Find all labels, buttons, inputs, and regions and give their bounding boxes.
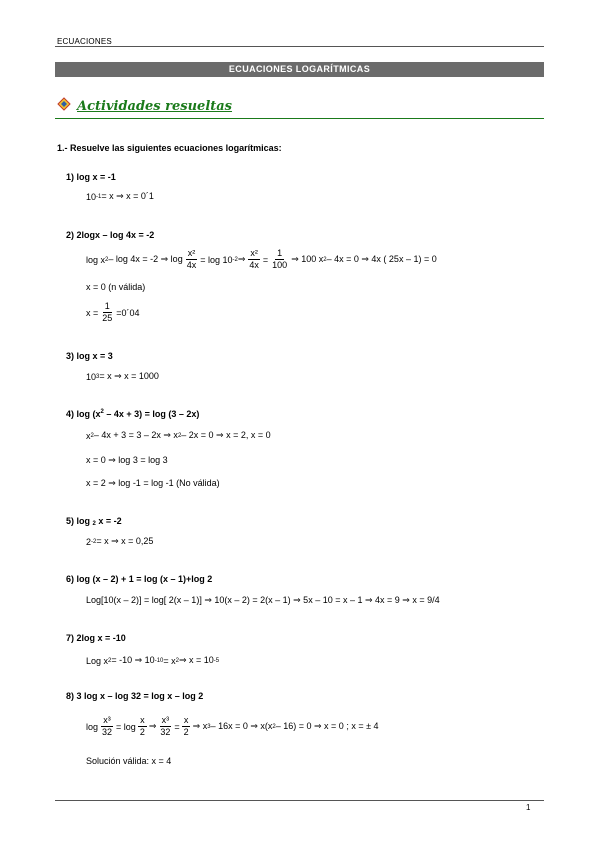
fraction: $\frac{\text{x³}}{32}$: [102, 715, 113, 737]
exercise-8-step-2: Solución válida: x = 4: [86, 756, 172, 766]
page-title-banner: ECUACIONES LOGARÍTMICAS: [55, 62, 544, 77]
exercise-5-title: 5) log $_2$ x = -2: [66, 516, 122, 527]
section-title: Actividades resueltas: [77, 99, 233, 114]
exercise-4-title: 4) $\log (x^2 - 4x + 3) = \log (3 - 2x)$: [66, 409, 200, 419]
exercise-2-step-3: x = $\frac{1}{25}$ =0´04: [86, 301, 140, 323]
footer-rule: [55, 800, 544, 801]
exercise-4-step-3: x = 2 ⇒ log -1 = log -1 (No válida): [86, 478, 220, 488]
fraction: $\frac{\text{x³}}{32}$: [160, 715, 171, 737]
fraction: $\frac{\text{x²}}{4x}$: [249, 248, 259, 270]
exercise-4-step-1: x 2 – 4x + 3 = 3 – 2x ⇒ x 2 – 2x = 0 ⇒ x = 2, x = 0: [86, 430, 271, 441]
fraction: $\frac{x}{2}$: [139, 715, 145, 737]
exercise-7-solution: Log x 2 = -10 ⇒ 10 -10 = x 2 ⇒ x = 10 -5: [86, 655, 220, 666]
fraction: $\frac{\text{x²}}{4x}$: [186, 248, 197, 270]
fraction: $\frac{1}{100}$: [272, 248, 288, 270]
page-number: 1: [526, 803, 531, 812]
header-rule: [55, 46, 544, 47]
exercise-3-title: 3) log x = 3: [66, 351, 113, 361]
section-rule: [55, 118, 544, 119]
exercise-5-solution: 2 -2 = x ⇒ x = 0,25: [86, 536, 154, 547]
section-heading: [57, 97, 232, 116]
running-header: ECUACIONES: [57, 37, 112, 46]
exercise-3-solution: 10 3 = x ⇒ x = 1000: [86, 371, 159, 382]
exercise-7-title: 7) 2log x = -10: [66, 633, 126, 643]
exercise-8-title: 8) 3 log x – log 32 = log x – log 2: [66, 691, 204, 701]
exercise-intro: 1.- Resuelve las siguientes ecuaciones logarítmicas:: [57, 143, 282, 153]
exercise-6-solution: Log[10(x – 2)] = log[ 2(x – 1)] ⇒ 10(x – 2) = 2(x – 1) ⇒ 5x – 10 = x – 1 ⇒ 4x = 9 ⇒ x = 9/4: [86, 595, 440, 605]
diamond-bullet-icon: [57, 97, 71, 116]
exercise-2-title: 2) 2logx – log 4x = -2: [66, 230, 155, 240]
fraction: $\frac{x}{2}$: [183, 715, 189, 737]
exercise-1-title: 1) log x = -1: [66, 172, 116, 182]
fraction: $\frac{1}{25}$: [102, 301, 113, 323]
exercise-8-step-1: log $\frac{\text{x³}}{32}$ = log $\frac{x}{2}$ ⇒ $\frac{\text{x³}}{32}$ = $\frac{x}{2}$ ⇒ x 3 – 16x = 0 ⇒ x(x 2 – 16) = 0 ⇒ x = 0 ; x = ± 4: [86, 715, 379, 737]
exercise-2-step-2: x = 0 (n válida): [86, 282, 146, 292]
exercise-2-step-1: log x 2 – log 4x = -2 ⇒ log $\frac{\text{x²}}{4x}$ = log 10 -2 ⇒ $\frac{\text{x²}}{4x}$ = $\frac{1}{100}$ ⇒ 100 x 2 – 4x = 0 ⇒ 4x ( 25x – 1) = 0: [86, 248, 437, 270]
exercise-1-solution: 10 -1 = x ⇒ x = 0´1: [86, 191, 154, 202]
exercise-6-title: 6) log (x – 2) + 1 = log (x – 1)+log 2: [66, 574, 213, 584]
exercise-4-step-2: x = 0 ⇒ log 3 = log 3: [86, 455, 168, 465]
